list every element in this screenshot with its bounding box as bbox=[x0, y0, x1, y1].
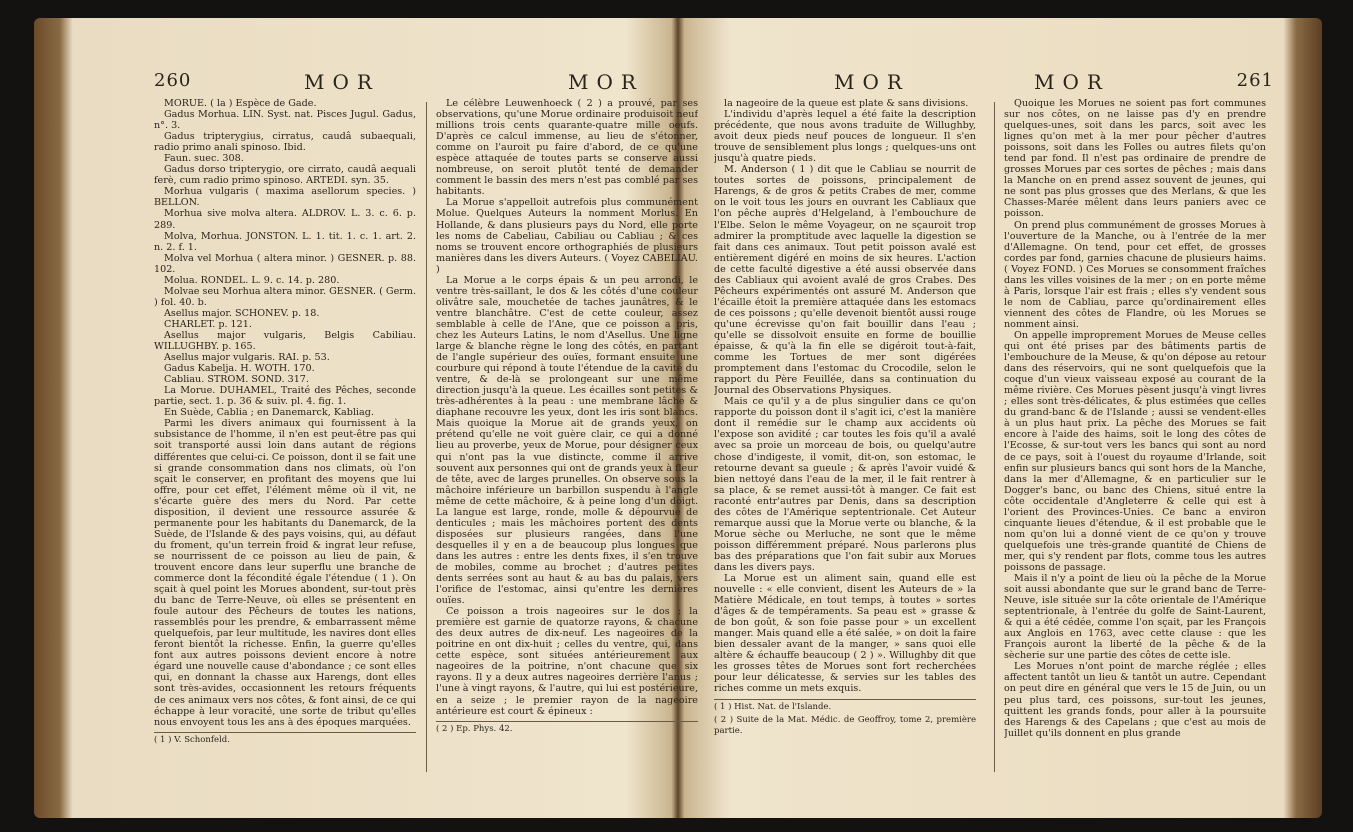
paragraph: Morhua sive molva altera. ALDROV. L. 3. c. 6. p. 289. bbox=[154, 208, 416, 231]
footnote: ( 1 ) Hist. Nat. de l'Islande. bbox=[714, 699, 976, 713]
footnote: ( 2 ) Ep. Phys. 42. bbox=[436, 721, 698, 735]
right-page-column-1 bbox=[714, 98, 976, 778]
footnote: ( 1 ) V. Schonfeld. bbox=[154, 732, 416, 746]
paragraph: La Morue. DUHAMEL, Traité des Pêches, seconde partie, sect. 1. p. 36 & suiv. pl. 4. fig. 1. bbox=[154, 385, 416, 408]
page-number-right: 261 bbox=[1236, 70, 1274, 91]
paragraph: En Suède, Cablia ; en Danemarck, Kabliag. bbox=[164, 407, 374, 419]
paragraph: Cabliau. STROM. SOND. 317. bbox=[164, 374, 309, 386]
paragraph: Mais il n'y a point de lieu où la pêche de la Morue soit aussi abondante que sur le grand banc de Terre-Neuve, isle située sur la côte orientale de l'Amérique septentrionale, à l'entrée du golfe de Saint-Laurent, & qui a été cédée, comme l'on sçait, par les François aux Anglois en 1763, avec cette clause : que les François auront la liberté de la pêche & de la sècherie sur une partie des côtes de cette isle. bbox=[1004, 573, 1266, 662]
paragraph: la nageoire de la queue est plate & sans divisions. bbox=[724, 98, 969, 109]
paragraph: La Morue est un aliment sain, quand elle est nouvelle : « elle convient, disent les Auteurs de » la Matière Médicale, en tout temps, à toutes » sortes d'âges & de tempéraments. Sa peau est » grasse & de bon goût, & son foie passe pour » un excellent manger. Mais quand elle a été salée, » on doit la faire bien dessaler avant de la manger, » sans quoi elle altère & échauffe beaucoup ( 2 ) ». Willughby dit que les grosses têtes de Morues sont fort recherchées pour leur délicatesse, & servies sur les tables des riches comme un mets exquis. bbox=[714, 573, 976, 695]
paragraph: Molvae seu Morhua altera minor. GESNER. ( Germ. ) fol. 40. b. bbox=[154, 285, 416, 308]
paragraph: Gadus tripterygius, cirratus, caudâ subaequali, radio primo anali spinoso. Ibid. bbox=[154, 131, 416, 154]
paragraph: Quoique les Morues ne soient pas fort communes sur nos côtes, on ne laisse pas d'y en prendre quelques-unes, soit dans les parcs, soit avec les lignes qu'on met à la mer pour pêcher d'autres poissons, soit dans les Folles ou autres filets qu'on tend par fond. Il n'est pas ordinaire de prendre de grosses Morues par ces sortes de pêches ; mais dans la Manche on en prend assez souvent de jeunes, qui ne sont pas plus grosses que des Merlans, & que les Chasses-Marée mêlent dans leurs paniers avec ce poisson. bbox=[1004, 98, 1266, 220]
right-page-column-2 bbox=[1004, 98, 1266, 778]
paragraph: La Morue s'appelloit autrefois plus communément Molue. Quelques Auteurs la nomment Morlus. En Hollande, & dans plusieurs pays du Nord, elle porte les noms de Cabeliau, Cabiliau ou Cabliau ; & ces noms se trouvent encore orthographiés de plusieurs manières dans les divers Auteurs. ( Voyez CABELIAU. ) bbox=[436, 197, 698, 275]
paragraph: Asellus major vulgaris. RAI. p. 53. bbox=[164, 352, 330, 364]
paragraph: Molua. RONDEL. L. 9. c. 14. p. 280. bbox=[164, 274, 340, 286]
paragraph: Morhua vulgaris ( maxima asellorum species. ) BELLON. bbox=[154, 186, 416, 209]
left-page bbox=[154, 18, 702, 818]
paragraph: On appelle improprement Morues de Meuse celles qui ont été prises par des bâtiments partis de l'embouchure de la Meuse, & qu'on dépose au retour dans des réservoirs, qui ne sont quelquefois que la coque d'un vieux vaisseau exposé au courant de la même rivière. Ces Morues pèsent jusqu'à vingt livres ; elles sont très-délicates, & plus estimées que celles du grand-banc & de l'Islande ; aussi se vendent-elles à un plus haut prix. La pêche des Morues se fait encore à l'aide des haims, soit le long des côtes de l'Ecosse, & sur-tout vers les bancs qui sont au nord de ce pays, soit à l'ouest du royaume d'Irlande, soit enfin sur plusieurs bancs qui sont hors de la Manche, dans la mer d'Allemagne, & en particulier sur le Dogger's banc, ou banc des Chiens, situé entre la côte occidentale d'Angleterre & celle qui est à l'orient des Provinces-Unies. Ce banc a environ cinquante lieues d'étendue, & il est probable que le nom qu'on lui a donné vient de ce qu'on y trouve quelquefois une très-grande quantité de Chiens de mer, qui s'y rendent par flots, comme tous les autres poissons de passage. bbox=[1004, 329, 1266, 573]
paragraph: Ce poisson a trois nageoires sur le dos ; la première est garnie de quatorze rayons, & chacune des deux autres de dix-neuf. Les nageoires de la poitrine en ont dix-huit ; celles du ventre, qui, dans cette espèce, sont situées antérieurement aux nageoires de la poitrine, n'ont chacune que six rayons. Il y a deux autres nageoires derrière l'anus ; l'une à vingt rayons, & l'autre, qui lui est postérieure, en a seize ; le premier rayon de la nageoire antérieure est court & épineux : bbox=[436, 606, 698, 717]
left-page-column-2 bbox=[436, 98, 698, 778]
paragraph: Asellus major vulgaris, Belgis Cabiliau. WILLUGHBY. p. 165. bbox=[154, 329, 416, 353]
left-page-header bbox=[154, 70, 702, 94]
paragraph: Gadus dorso tripterygio, ore cirrato, caudâ aequali ferè, cum radio primo spinoso. ARTEDI. syn. 35. bbox=[154, 164, 416, 187]
paragraph: Mais ce qu'il y a de plus singulier dans ce qu'on rapporte du poisson dont il s'agit ici, c'est la manière dont il remédie sur le champ aux accidents où l'expose son avidité ; car toutes les fois qu'il a avalé avec sa proie un morceau de bois, ou quelqu'autre chose d'indigeste, il vomit, dit-on, son estomac, le retourne devant sa gueule ; & après l'avoir vuidé & bien nettoyé dans l'eau de la mer, il le fait rentrer à sa place, & se remet aussi-tôt à manger. Ce fait est raconté entr'autres par Denis, dans sa description des côtes de l'Amérique septentrionale. Cet Auteur remarque aussi que la Morue verte ou blanche, & la Morue sèche ou Merluche, ne sont que le même poisson différemment préparé. Nous parlerons plus bas des préparations que l'on fait subir aux Morues dans les divers pays. bbox=[714, 396, 976, 573]
running-head-left-2: MOR bbox=[568, 70, 644, 94]
paragraph: Parmi les divers animaux qui fournissent à la subsistance de l'homme, il n'en est peut-être pas qui soit transporté aussi loin dans autant de régions différentes que celui-ci. Ce poisson, dont il se fait une si grande consommation dans nos climats, où l'on sçait le conserver, en profitant des moyens que lui offre, pour cet effet, l'élément même où il vit, ne s'écarte guère des mers du Nord. Par cette disposition, il devient une ressource assurée & permanente pour les habitants du Danemarck, de la Suède, de l'Islande & des pays voisins, qui, au défaut du froment, qu'un terrein froid & ingrat leur refuse, se nourrissent de ce poisson au lieu de pain, & trouvent encore dans leur superflu une branche de commerce dont la fécondité égale l'étendue ( 1 ). On sçait à quel point les Morues abondent, sur-tout près du banc de Terre-Neuve, où elles se présentent en foule autour des Pêcheurs de toutes les nations, rassemblés pour les prendre, & embarrassent même quelquefois, par leur multitude, les navires dont elles feront bientôt la richesse. Enfin, la guerre qu'elles font aux autres poissons devient encore à notre égard une nouvelle cause d'abondance ; ce sont elles qui, en donnant la chasse aux Harengs, dont elles sont très-avides, occasionnent les retours fréquents de ces animaux vers nos côtes, & font ainsi, de ce qui échappe à leur voracité, une sorte de tribut qu'elles nous envoyent tous les ans à des époques marquées. bbox=[154, 418, 416, 728]
running-head-right-2: MOR bbox=[1034, 70, 1110, 94]
paragraph: La Morue a le corps épais & un peu arrondi, le ventre très-saillant, le dos & les côtés d'une couleur olivâtre sale, mouchetée de taches jaunâtres, & le ventre blanchâtre. C'est de cette couleur, assez semblable à celle de l'Ane, que ce poisson a pris, chez les Auteurs Latins, le nom d'Asellus. Une ligne large & blanche règne le long des côtés, en partant de l'angle supérieur des ouïes, formant ensuite une courbure qui répond à toute l'étendue de la cavité du ventre, & de-là se prolongeant sur une même direction jusqu'à la queue. Les écailles sont petites & très-adhérentes à la peau : une membrane lâche & diaphane recouvre les yeux, dont les iris sont blancs. Mais quoique la Morue ait de grands yeux, on prétend qu'elle ne voit guère clair, ce qui a donné lieu au proverbe, yeux de Morue, pour désigner ceux qui n'ont pas la vue distincte, comme il arrive souvent aux personnes qui ont de grands yeux à fleur de tête, avec de larges prunelles. On observe sous la mâchoire inférieure un barbillon suspendu à l'angle même de cette mâchoire, & à peine long d'un doigt. La langue est large, ronde, molle & dépourvue de denticules ; mais les mâchoires portent des dents disposées sur plusieurs rangées, dans l'une desquelles il y en a de beaucoup plus longues que dans les autres : entre les dents fixes, il s'en trouve de mobiles, comme au brochet ; d'autres petites dents serrées sont au haut & au bas du palais, vers l'orifice de l'estomac, ainsi qu'entre les dernières ouïes. bbox=[436, 274, 698, 607]
column-divider bbox=[426, 102, 427, 772]
paragraph: Gadus Morhua. LIN. Syst. nat. Pisces Jugul. Gadus, n°. 3. bbox=[154, 109, 416, 132]
open-book bbox=[34, 18, 1322, 818]
paragraph: Les Morues n'ont point de marche réglée ; elles affectent tantôt un lieu & tantôt un autre. Cependant on peut dire en général que vers le 15 de Juin, ou un peu plus tard, ces poissons, sur-tout les jeunes, quittent les grands fonds, pour aller à la poursuite des Harengs & des Capelans ; que c'est au mois de Juillet qu'ils donnent en plus grande bbox=[1004, 661, 1266, 739]
footnote: ( 2 ) Suite de la Mat. Médic. de Geoffroy, tome 2, première partie. bbox=[714, 714, 976, 736]
page-number-left: 260 bbox=[154, 70, 192, 91]
paragraph: Molva, Morhua. JONSTON. L. 1. tit. 1. c. 1. art. 2. n. 2. f. 1. bbox=[154, 230, 416, 253]
paragraph: CHARLET. p. 121. bbox=[164, 318, 252, 330]
paragraph: Molva vel Morhua ( altera minor. ) GESNER. p. 88. 102. bbox=[154, 252, 416, 275]
paragraph: Asellus major. SCHONEV. p. 18. bbox=[164, 307, 320, 319]
right-page bbox=[714, 18, 1274, 818]
paragraph: Faun. suec. 308. bbox=[164, 153, 244, 165]
running-head-left-1: MOR bbox=[304, 70, 380, 94]
running-head-right-1: MOR bbox=[834, 70, 910, 94]
paragraph: M. Anderson ( 1 ) dit que le Cabliau se nourrit de toutes sortes de poissons, principalement de Harengs, & de gros & petits Crabes de mer, comme on le voit tous les jours en ouvrant les Cabliaux que l'on pêche auprès d'Helgeland, à l'embouchure de l'Elbe. Selon le même Voyageur, on ne sçauroit trop admirer la promptitude avec laquelle la digestion se fait dans ces animaux. Tout petit poisson avalé est entièrement digéré en moins de six heures. L'action de cette faculté digestive a été aussi observée dans des Cabliaux qui avoient avalé de gros Crabes. Des Pêcheurs expérimentés ont assuré M. Anderson que l'écaille étoit la première attaquée dans les estomacs de ces poissons ; qu'elle devenoit bientôt aussi rouge qu'une écrevisse qu'on fait bouillir dans l'eau ; qu'elle se dissolvoit ensuite en forme de bouillie épaisse, & qu'à la fin elle se digéroit tout-à-fait, comme les Tortues de mer sont digérées promptement dans l'estomac du Crocodile, selon le rapport du Père Feuillée, dans sa continuation du Journal des Observations Physiques. bbox=[714, 164, 976, 397]
left-page-column-1 bbox=[154, 98, 416, 778]
paragraph: Gadus Kabelja. H. WOTH. 170. bbox=[164, 363, 315, 375]
column-divider bbox=[994, 102, 995, 772]
paragraph: MORUE. ( la ) Espèce de Gade. bbox=[164, 98, 317, 109]
paragraph: Le célèbre Leuwenhoeck ( 2 ) a prouvé, par ses observations, qu'une Morue ordinaire produisoit neuf millions trois cents quarante-quatre mille oeufs. D'après ce calcul immense, au lieu de s'étonner, comme on l'auroit pu faire d'abord, de ce qu'une espèce attaquée de toutes parts se conserve aussi nombreuse, on seroit plutôt tenté de demander comment le bassin des mers n'est pas comblé par ses habitants. bbox=[436, 98, 698, 198]
paragraph: L'individu d'après lequel a été faite la description précédente, que nous avons traduite de Willughby, avoit deux pieds neuf pouces de longueur. Il s'en trouve de sensiblement plus longs ; quelques-uns ont jusqu'à quatre pieds. bbox=[714, 109, 976, 165]
right-page-header bbox=[714, 70, 1274, 94]
paragraph: On prend plus communément de grosses Morues à l'ouverture de la Manche, ou à l'entrée de la mer d'Allemagne. On tend, pour cet effet, de grosses cordes par fond, garnies chacune de plusieurs haims. ( Voyez FOND. ) Ces Morues se consomment fraîches dans les villes voisines de la mer ; on en porte même à Paris, lorsque l'air est frais ; elles s'y vendent sous le nom de Cabliau, parce qu'ordinairement elles viennent des côtes de Flandre, où les Morues se nomment ainsi. bbox=[1004, 219, 1266, 330]
